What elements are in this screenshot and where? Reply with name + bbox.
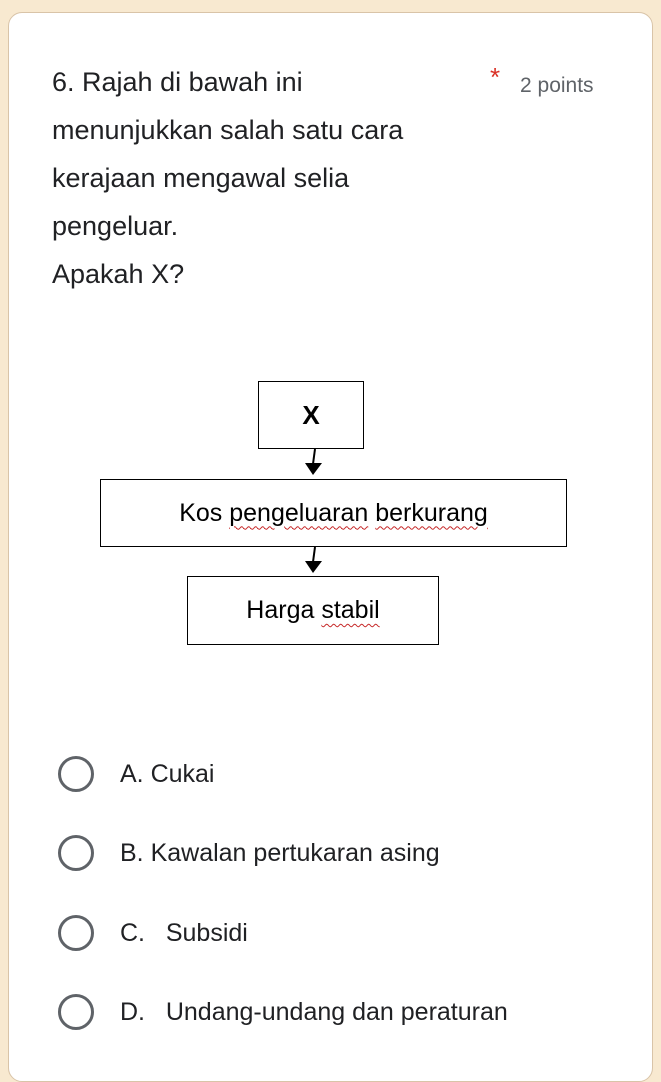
radio-button-icon[interactable] [58,915,94,951]
question-title-line: menunjukkan salah satu cara [52,115,404,145]
diagram-word: Kos [179,498,223,527]
radio-button-icon[interactable] [58,835,94,871]
points-label: 2 points [520,74,594,97]
diagram-word: stabil [321,596,380,624]
arrowhead-down-icon [305,463,322,475]
question-title-line: kerajaan mengawal selia [52,163,350,193]
diagram-box-x-label: X [302,399,320,430]
option-d[interactable] [58,982,618,1042]
option-c[interactable] [58,903,618,963]
diagram-box-kos [100,479,567,547]
option-b[interactable] [58,823,618,883]
required-asterisk: * [490,62,501,92]
diagram-box-harga [187,576,439,645]
option-label: B. Kawalan pertukaran asing [120,838,440,867]
connector-line-2 [313,547,315,562]
option-label: A. Cukai [120,759,215,788]
arrowhead-down-icon [305,561,322,573]
diagram-word: berkurang [375,498,488,527]
radio-button-icon[interactable] [58,994,94,1030]
radio-button-icon[interactable] [58,756,94,792]
question-title-line: pengeluar. [52,211,179,241]
option-label: C. Subsidi [120,918,248,947]
diagram-box-x [258,381,364,449]
option-a[interactable] [58,744,618,804]
diagram-word: pengeluaran [229,498,369,527]
question-title-line: Apakah X? [52,259,185,289]
connector-line-1 [313,449,315,464]
question-title-line: 6. Rajah di bawah ini [52,67,303,97]
diagram-word: Harga [246,596,315,624]
option-label: D. Undang-undang dan peraturan [120,997,508,1026]
